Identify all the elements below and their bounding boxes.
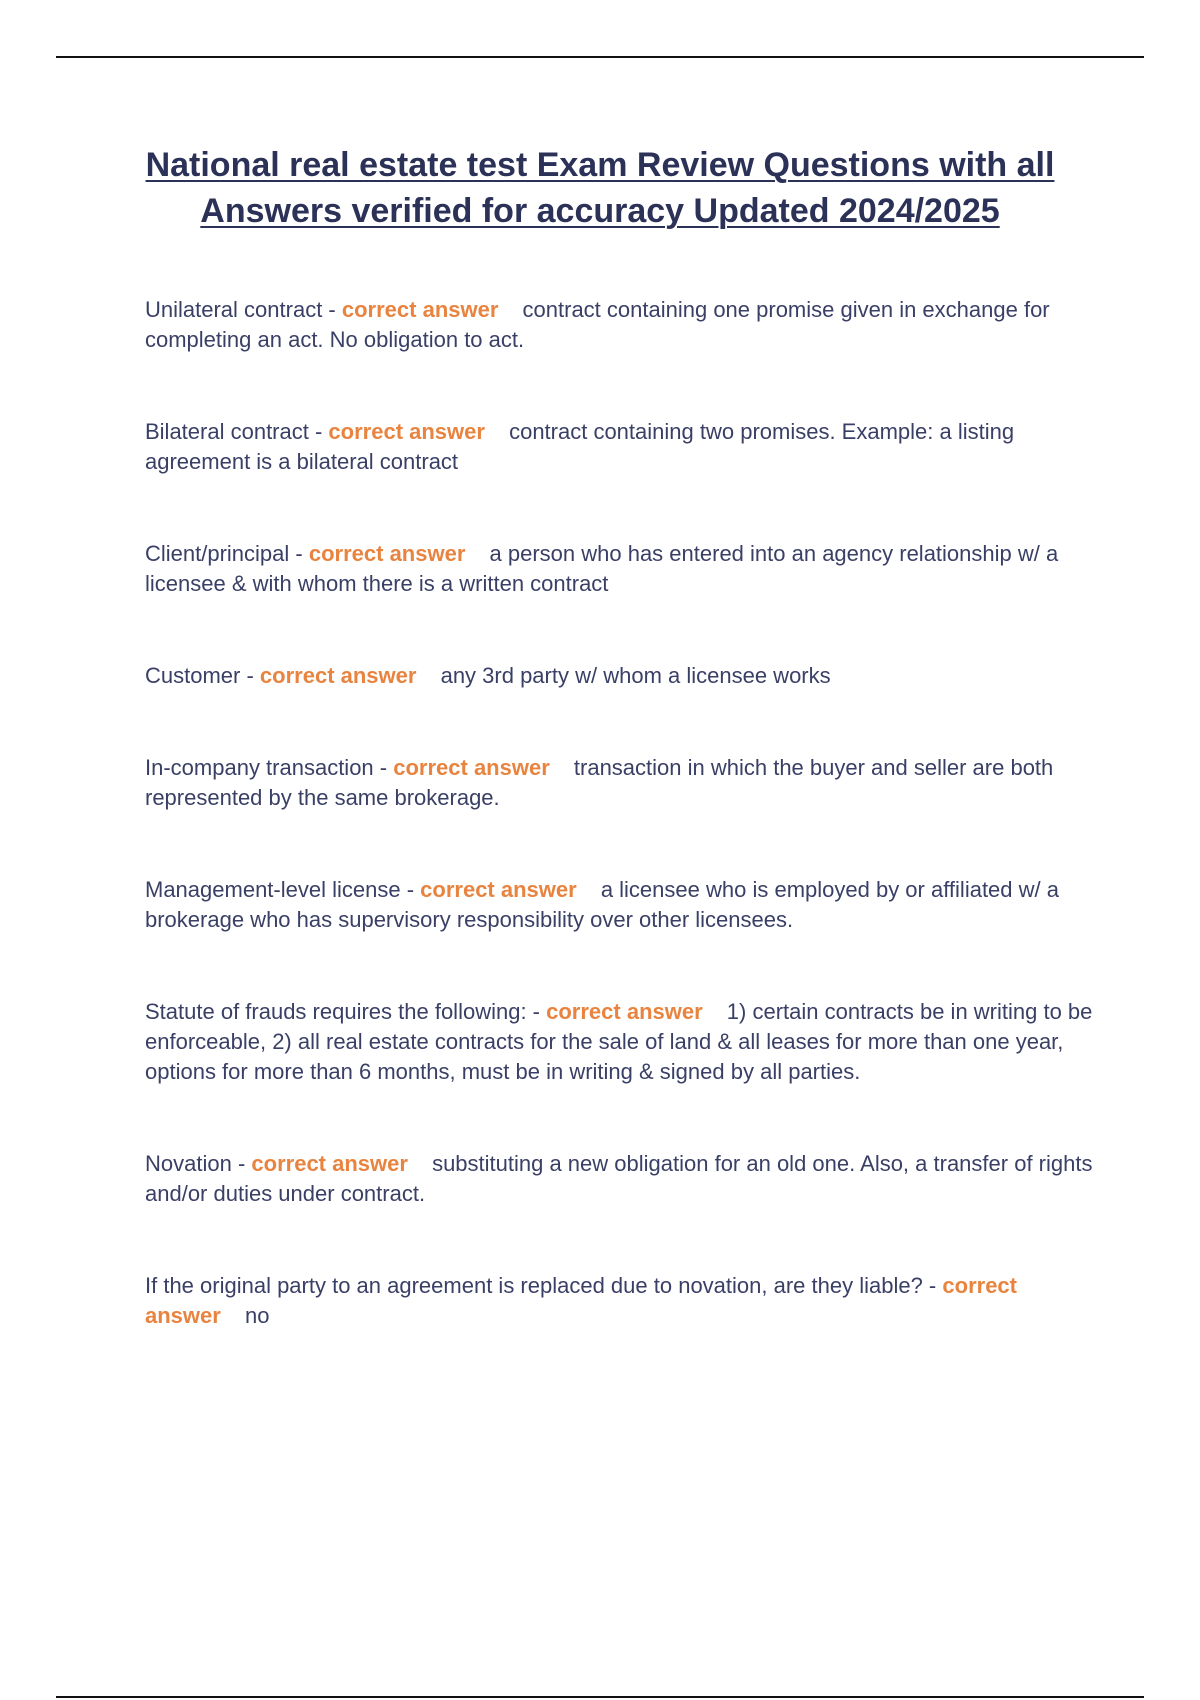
correct-answer-label: correct answer (546, 999, 703, 1024)
qa-term: Client/principal - (145, 541, 303, 566)
qa-answer: no (244, 1303, 270, 1328)
qa-term: Unilateral contract - (145, 297, 336, 322)
correct-answer-label: correct answer (393, 755, 550, 780)
correct-answer-label: correct answer (251, 1151, 408, 1176)
qa-item (145, 295, 1095, 355)
correct-answer-label: correct answer (341, 297, 499, 322)
qa-item (145, 539, 1095, 599)
qa-item (145, 1271, 1095, 1331)
correct-answer-label: correct answer (259, 663, 417, 688)
bottom-rule (56, 1696, 1144, 1698)
page-title: National real estate test Exam Review Questions with all Answers verified for accuracy Updated 2024/2025 (145, 146, 1055, 230)
qa-item (145, 417, 1095, 477)
qa-item (145, 753, 1095, 813)
qa-term: If the original party to an agreement is replaced due to novation, are they liable? - (145, 1273, 937, 1298)
qa-answer: any 3rd party w/ whom a licensee works (440, 663, 831, 688)
qa-answer: transaction in which the buyer and seller are both represented by the same brokerage. (145, 755, 1054, 810)
qa-term: Customer - (145, 663, 254, 688)
correct-answer-label: correct answer (308, 541, 466, 566)
qa-item (145, 997, 1095, 1087)
qa-term: Management-level license - (145, 877, 415, 902)
qa-term: In-company transaction - (145, 755, 388, 780)
correct-answer-label: correct answer (145, 1273, 1017, 1328)
qa-answer: contract containing one promise given in exchange for completing an act. No obligation to act. (145, 297, 1050, 352)
qa-term: Novation - (145, 1151, 246, 1176)
qa-item (145, 1149, 1095, 1209)
qa-answer: contract containing two promises. Example: a listing agreement is a bilateral contract (145, 419, 1015, 474)
qa-term: Bilateral contract - (145, 419, 323, 444)
correct-answer-label: correct answer (328, 419, 485, 444)
qa-answer: a licensee who is employed by or affiliated w/ a brokerage who has supervisory responsibility over other licensees. (145, 877, 1059, 932)
qa-item (145, 875, 1095, 935)
qa-list (145, 295, 1095, 1393)
qa-answer: substituting a new obligation for an old one. Also, a transfer of rights and/or duties under contract. (145, 1151, 1093, 1206)
qa-answer: 1) certain contracts be in writing to be enforceable, 2) all real estate contracts for the sale of land & all leases for more than one year, options for more than 6 months, must be in writing & signed by all parties. (145, 999, 1093, 1084)
correct-answer-label: correct answer (420, 877, 577, 902)
qa-item (145, 661, 1095, 691)
top-rule (56, 56, 1144, 58)
qa-answer: a person who has entered into an agency relationship w/ a licensee & with whom there is a written contract (145, 541, 1059, 596)
qa-term: Statute of frauds requires the following: - (145, 999, 540, 1024)
